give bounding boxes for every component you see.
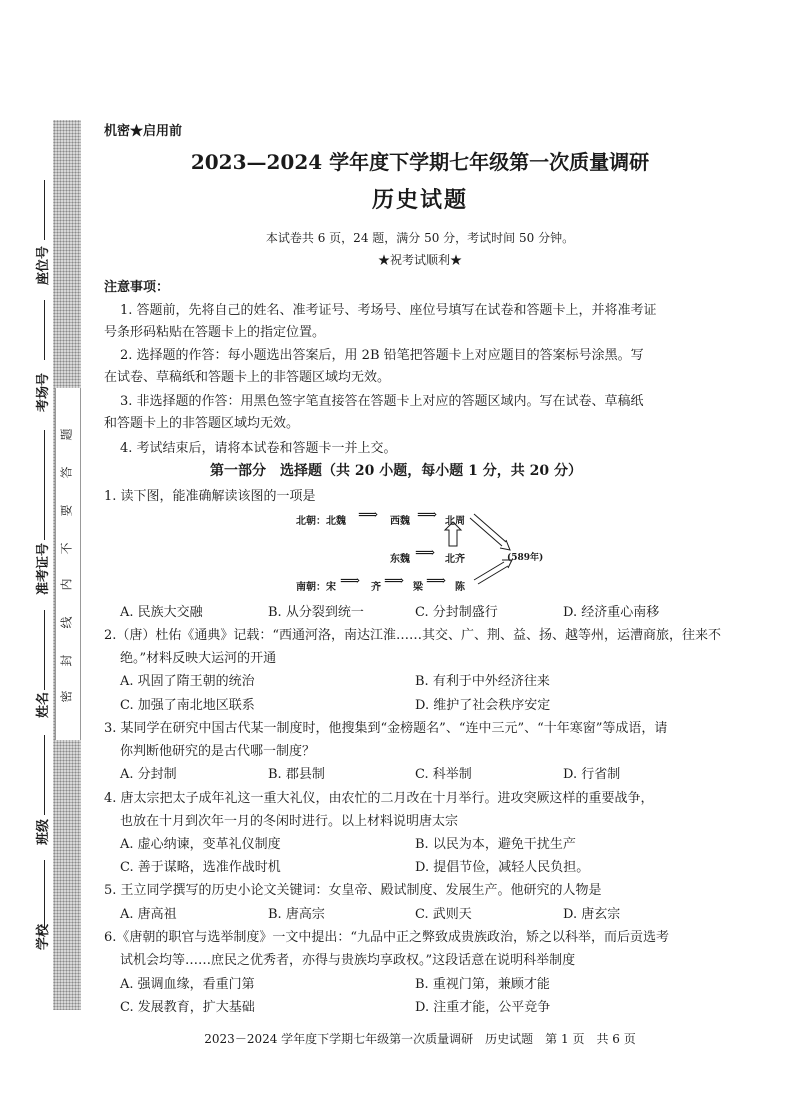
q1-stem: 1. 读下图，能准确解读该图的一项是 — [104, 489, 316, 504]
q3-stem: 你判断他研究的是古代哪一制度？ — [120, 744, 316, 759]
q4-option-a: A. 虚心纳谏，变革礼仪制度 — [120, 837, 281, 852]
q2-stem: 绝。”材料反映大运河的开通 — [120, 651, 277, 666]
part1-heading: 第一部分 选择题（共 20 小题，每小题 1 分，共 20 分） — [210, 463, 582, 479]
q6-stem: 6.《唐朝的职官与选举制度》一文中提出：“九品中正之弊致成贵族政治，矫之以科举，而后贡选考 — [104, 930, 670, 945]
q3-option-b: B. 郡县制 — [268, 767, 325, 782]
q5-stem: 5. 王立同学撰写的历史小论文关键词：女皇帝、殿试制度、发展生产。他研究的人物是 — [104, 883, 602, 898]
q4-option-b: B. 以民为本，避免干扰生产 — [415, 837, 576, 852]
q6-option-a: A. 强调血缘，看重门第 — [120, 977, 255, 992]
ticket-label: 准考证号 — [36, 542, 51, 595]
n-zhou-label: 北周 — [445, 516, 465, 527]
name-label: 姓名 — [36, 691, 51, 718]
south-label: 南朝：宋 — [296, 582, 336, 593]
north-label: 北朝：北魏 — [296, 516, 346, 527]
note-line: 在试卷、草稿纸和答题卡上的非答题区域均无效。 — [104, 370, 391, 385]
chen-label: 陈 — [455, 582, 465, 593]
q4-stem: 4. 唐太宗把太子成年礼这一重大礼仪，由农忙的二月改在十月举行。进攻突厥这样的重要战争， — [104, 791, 654, 806]
exam-title: 2023—2024 学年度下学期七年级第一次质量调研 — [190, 150, 650, 174]
q2-option-c: C. 加强了南北地区联系 — [120, 698, 255, 713]
q2-stem: 2.（唐）杜佑《通典》记载：“西通河洛，南达江淮……其交、广、荆、益、扬、越等州，运漕商旅，往来不 — [104, 628, 722, 643]
q6-option-c: C. 发展教育，扩大基础 — [120, 1000, 255, 1015]
q2-option-b: B. 有利于中外经济往来 — [415, 674, 550, 689]
room-line — [44, 300, 45, 360]
arrow-icon: ⟹ — [426, 573, 447, 589]
q6-option-d: D. 注重才能，公平竞争 — [415, 1000, 551, 1015]
seat-line — [44, 180, 45, 240]
seal-char: 内 — [59, 578, 74, 591]
q5-option-b: B. 唐高宗 — [268, 907, 325, 922]
q4-stem: 也放在十月到次年一月的冬闲时进行。以上材料说明唐太宗 — [120, 814, 459, 829]
q3-option-a: A. 分封制 — [120, 767, 177, 782]
class-label: 班级 — [36, 818, 51, 845]
q6-stem: 试机会均等……庶民之优秀者，亦得与贵族均享政权。”这段话意在说明科举制度 — [120, 953, 576, 968]
note-line: 2. 选择题的作答：每小题选出答案后，用 2B 铅笔把答题卡上对应题目的答案标号涂黑。写 — [120, 348, 644, 363]
seal-area — [55, 388, 81, 740]
arrow-icon: ⟹ — [340, 573, 361, 589]
seal-char: 线 — [59, 616, 74, 629]
notes-heading: 注意事项： — [104, 280, 170, 295]
up-arrow-icon — [445, 522, 461, 546]
school-line — [44, 860, 45, 930]
q6-option-b: B. 重视门第，兼顾才能 — [415, 977, 550, 992]
note-line: 和答题卡上的非答题区域均无效。 — [104, 416, 300, 431]
note-line: 1. 答题前，先将自己的姓名、准考证号、考场号、座位号填写在试卷和答题卡上，并将准考证 — [120, 303, 657, 318]
seal-char: 不 — [59, 542, 74, 555]
arrow-icon: ⟹ — [417, 507, 438, 523]
seal-char: 答 — [59, 466, 74, 479]
q5-option-a: A. 唐高祖 — [120, 907, 177, 922]
exam-info: 本试卷共 6 页，24 题，满分 50 分，考试时间 50 分钟。 — [265, 231, 575, 245]
q4-option-c: C. 善于谋略，选准作战时机 — [120, 860, 281, 875]
arrow-icon: ⟹ — [358, 507, 379, 523]
q5-option-d: D. 唐玄宗 — [563, 907, 621, 922]
e-wei-label: 东魏 — [390, 554, 410, 565]
class-line — [44, 735, 45, 815]
good-luck: ★祝考试顺利★ — [377, 253, 462, 267]
q5-option-c: C. 武则天 — [415, 907, 472, 922]
seal-char: 密 — [59, 690, 74, 703]
note-line: 4. 考试结束后，请将本试卷和答题卡一并上交。 — [120, 441, 397, 456]
q4-option-d: D. 提倡节俭，减轻人民负担。 — [415, 860, 590, 875]
arrow-icon: ⟹ — [415, 545, 436, 561]
n-qi-label: 北齐 — [445, 554, 465, 565]
arrow-icon: ⟹ — [384, 573, 405, 589]
q3-stem: 3. 某同学在研究中国古代某一制度时，他搜集到“金榜题名”、“连中三元”、“十年寒窗”等成语，请 — [104, 721, 668, 736]
q1-option-b: B. 从分裂到统一 — [268, 605, 364, 620]
w-wei-label: 西魏 — [390, 516, 410, 527]
q3-option-c: C. 科举制 — [415, 767, 472, 782]
ticket-line — [44, 430, 45, 540]
up-right-arrow-icon — [474, 560, 512, 584]
confidential-mark: 机密★启用前 — [104, 124, 183, 139]
subject-title: 历史试题 — [371, 187, 468, 213]
year-label: (589年) — [507, 553, 544, 563]
diagram-arrows — [430, 500, 540, 600]
q1-option-a: A. 民族大交融 — [120, 605, 203, 620]
name-line — [44, 610, 45, 690]
liang-label: 梁 — [413, 582, 423, 593]
q1-option-d: D. 经济重心南移 — [563, 605, 660, 620]
q1-option-c: C. 分封制盛行 — [415, 605, 498, 620]
seat-label: 座位号 — [36, 245, 51, 285]
note-line: 3. 非选择题的作答：用黑色签字笔直接答在答题卡上对应的答题区域内。写在试卷、草稿纸 — [120, 394, 644, 409]
q3-option-d: D. 行省制 — [563, 767, 621, 782]
page-footer: 2023－2024 学年度下学期七年级第一次质量调研 历史试题 第 1 页 共 6 页 — [204, 1032, 636, 1046]
q2-option-a: A. 巩固了隋王朝的统治 — [120, 674, 255, 689]
q2-option-d: D. 维护了社会秩序安定 — [415, 698, 551, 713]
school-label: 学校 — [36, 923, 51, 950]
seal-char: 要 — [59, 504, 74, 517]
down-right-arrow-icon — [470, 514, 510, 550]
seal-char: 封 — [59, 654, 74, 667]
seal-char: 题 — [59, 428, 74, 441]
room-label: 考场号 — [36, 372, 51, 412]
qi-label: 齐 — [371, 582, 381, 593]
note-line: 号条形码粘贴在答题卡上的指定位置。 — [104, 325, 326, 340]
